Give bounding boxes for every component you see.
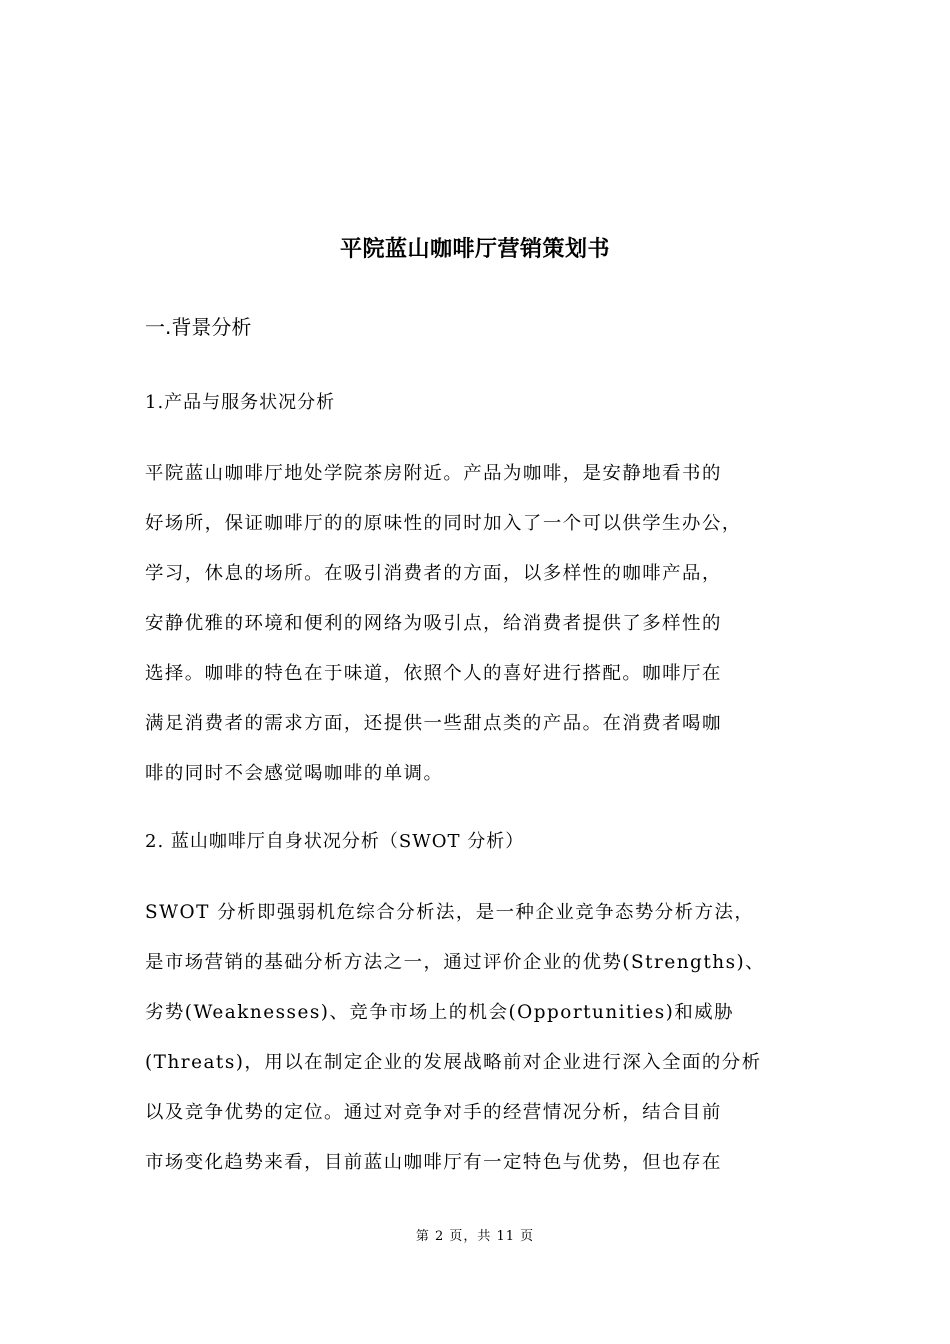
paragraph-line: 选择。咖啡的特色在于味道，依照个人的喜好进行搭配。咖啡厅在 [145, 663, 722, 684]
paragraph-line: 满足消费者的需求方面，还提供一些甜点类的产品。在消费者喝咖 [145, 713, 722, 734]
paragraph-line: 好场所，保证咖啡厅的的原味性的同时加入了一个可以供学生办公， [145, 513, 742, 534]
paragraph-line: 是市场营销的基础分析方法之一，通过评价企业的优势(Strengths)、 [145, 952, 766, 973]
paragraph-line: 以及竞争优势的定位。通过对竞争对手的经营情况分析，结合目前 [145, 1102, 722, 1123]
paragraph-line: SWOT 分析即强弱机危综合分析法，是一种企业竞争态势分析方法， [145, 902, 755, 923]
subheading-swot: 2. 蓝山咖啡厅自身状况分析（SWOT 分析） [145, 831, 525, 852]
page-footer: 第 2 页，共 11 页 [415, 1229, 535, 1244]
paragraph-line: 劣势(Weaknesses)、竞争市场上的机会(Opportunities)和威胁 [145, 1002, 735, 1023]
paragraph-swot [145, 898, 825, 1198]
paragraph-line: 平院蓝山咖啡厅地处学院茶房附近。产品为咖啡，是安静地看书的 [145, 463, 722, 484]
paragraph-line: (Threats)，用以在制定企业的发展战略前对企业进行深入全面的分析 [145, 1052, 762, 1073]
subheading-product-service: 1.产品与服务状况分析 [145, 392, 336, 413]
document-title: 平院蓝山咖啡厅营销策划书 [339, 237, 610, 262]
paragraph-line: 安静优雅的环境和便利的网络为吸引点，给消费者提供了多样性的 [145, 613, 722, 634]
paragraph-line: 啡的同时不会感觉喝咖啡的单调。 [145, 763, 444, 784]
paragraph-line: 市场变化趋势来看，目前蓝山咖啡厅有一定特色与优势，但也存在 [145, 1152, 722, 1173]
paragraph-line: 学习，休息的场所。在吸引消费者的方面，以多样性的咖啡产品， [145, 563, 722, 584]
section-heading-background: 一.背景分析 [145, 315, 252, 339]
paragraph-product-service [145, 459, 825, 809]
